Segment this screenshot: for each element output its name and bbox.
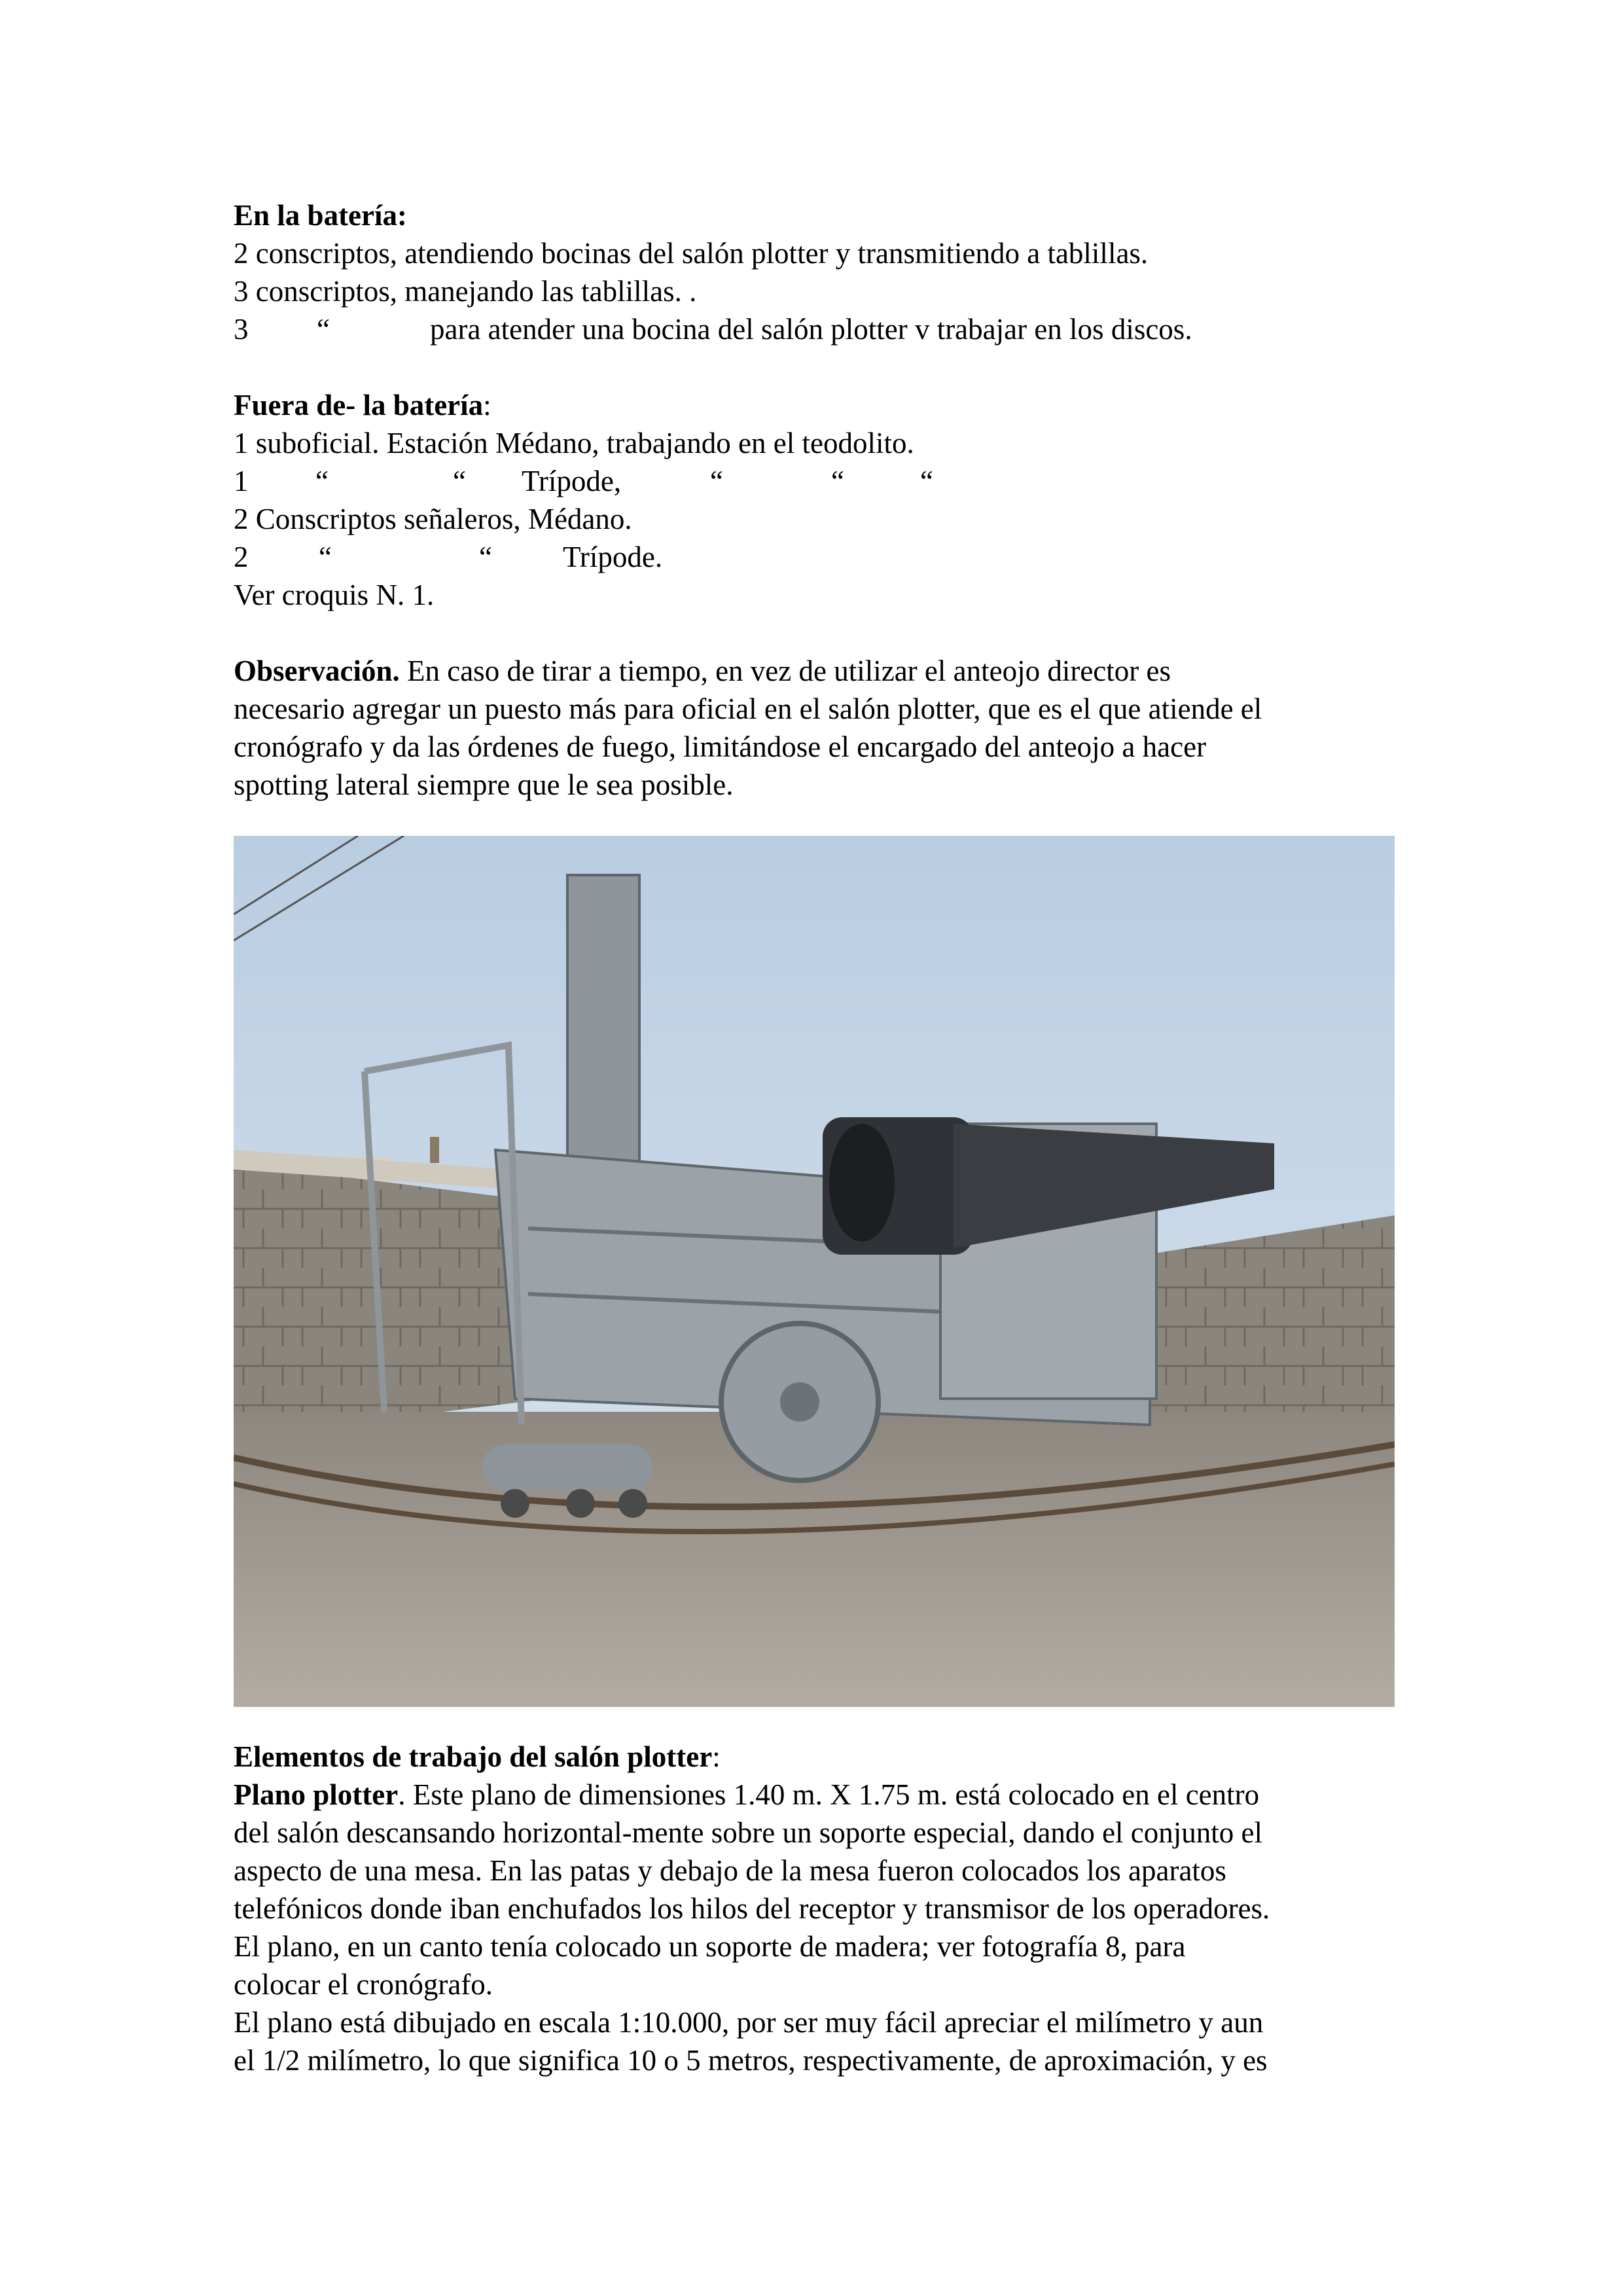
observacion-line-2: necesario agregar un puesto más para oficial en el salón plotter, que es el que atiende el	[234, 692, 1262, 725]
fuera-line-4-number: 2	[234, 541, 249, 573]
plano-plotter-label: Plano plotter	[234, 1778, 399, 1811]
heading-en-la-bateria: En la batería:	[234, 199, 407, 232]
observacion-label: Observación.	[234, 655, 400, 687]
fuera-line-2-ditto-3: “	[710, 465, 723, 497]
fuera-line-2-number: 1	[234, 465, 249, 497]
text-block-top	[234, 196, 1399, 804]
bateria-line-3	[234, 310, 1399, 348]
fuera-line-4-ditto-2: “	[479, 541, 492, 573]
elementos-heading-text: Elementos de trabajo del salón plotter	[234, 1740, 713, 1773]
elementos-text-1: . Este plano de dimensiones 1.40 m. X 1.75 m. está colocado en el centro	[398, 1778, 1260, 1811]
elementos-line-8: el 1/2 milímetro, lo que significa 10 o 5 metros, respectivamente, de aproximación, y es	[234, 2044, 1268, 2077]
fuera-heading-text: Fuera de- la batería	[234, 389, 484, 422]
front-trolley	[482, 1444, 652, 1518]
elementos-line-1	[234, 1776, 1399, 1814]
observacion-line-1	[234, 652, 1399, 690]
fuera-line-4-ditto-1: “	[319, 541, 332, 573]
elementos-line-7: El plano está dibujado en escala 1:10.000, por ser muy fácil apreciar el milímetro y aun	[234, 2006, 1264, 2039]
observacion-line-4: spotting lateral siempre que le sea posible.	[234, 768, 734, 801]
elementos-line-3: aspecto de una mesa. En las patas y debajo de la mesa fueron colocados los aparatos	[234, 1854, 1226, 1887]
elementos-heading-colon: :	[712, 1740, 721, 1773]
elementos-line-6: colocar el cronógrafo.	[234, 1968, 493, 2001]
fuera-line-2-ditto-2: “	[453, 465, 466, 497]
fuera-line-4	[234, 538, 1399, 576]
heading-elementos	[234, 1738, 1399, 1776]
fuera-line-2-ditto-5: “	[920, 465, 933, 497]
elementos-line-2: del salón descansando horizontal-mente sobre un soporte especial, dando el conjunto el	[234, 1816, 1263, 1849]
bateria-line-3-ditto: “	[317, 313, 330, 346]
fuera-line-2	[234, 462, 1399, 500]
text-block-bottom	[234, 1738, 1399, 2079]
observacion-line-3: cronógrafo y da las órdenes de fuego, limitándose el encargado del anteojo a hacer	[234, 730, 1207, 763]
heading-fuera-de-la-bateria	[234, 386, 1399, 424]
fuera-heading-colon: :	[483, 389, 491, 422]
bateria-line-3-number: 3	[234, 313, 249, 346]
observacion-text-1: En caso de tirar a tiempo, en vez de utilizar el anteojo director es	[399, 655, 1171, 687]
fuera-line-2-ditto-1: “	[315, 465, 329, 497]
coastal-gun-photo	[234, 836, 1395, 1707]
fuera-line-1: 1 suboficial. Estación Médano, trabajando en el teodolito.	[234, 427, 914, 459]
fuera-line-3: 2 Conscriptos señaleros, Médano.	[234, 503, 632, 535]
bateria-line-1: 2 conscriptos, atendiendo bocinas del salón plotter y transmitiendo a tablillas.	[234, 237, 1149, 270]
elementos-line-4: telefónicos donde iban enchufados los hilos del receptor y transmisor de los operadores.	[234, 1892, 1270, 1925]
fuera-line-5: Ver croquis N. 1.	[234, 579, 435, 611]
fuera-line-2-ditto-4: “	[831, 465, 844, 497]
fuera-line-2-place: Trípode,	[522, 465, 622, 497]
bateria-line-3-text: para atender una bocina del salón plotter v trabajar en los discos.	[430, 313, 1192, 346]
elementos-line-5: El plano, en un canto tenía colocado un soporte de madera; ver fotografía 8, para	[234, 1930, 1186, 1963]
bateria-line-2: 3 conscriptos, manejando las tablillas. .	[234, 275, 697, 308]
fuera-line-4-place: Trípode.	[563, 541, 663, 573]
